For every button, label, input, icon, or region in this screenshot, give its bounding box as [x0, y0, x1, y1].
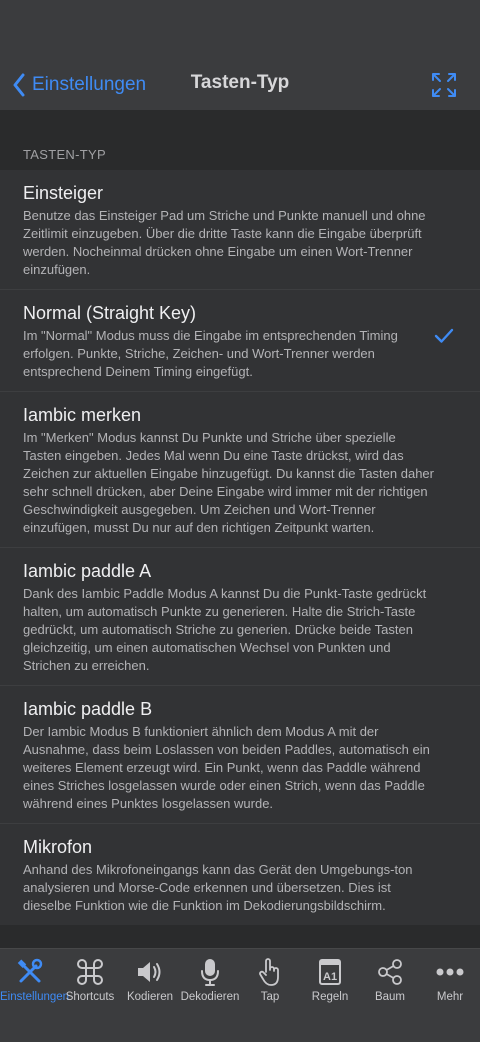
- tab-label: Regeln: [311, 991, 349, 1003]
- option-title: Normal (Straight Key): [23, 303, 197, 323]
- tab-label: Einstellungen: [0, 991, 70, 1003]
- tab-tap[interactable]: [240, 957, 300, 1003]
- tab-label: Baum: [374, 991, 406, 1003]
- speaker-icon: [135, 958, 165, 986]
- tools-icon: [15, 957, 45, 987]
- tab-kodieren[interactable]: [120, 957, 180, 1003]
- option-iambic-paddle-a[interactable]: [0, 548, 480, 686]
- tab-label: Mehr: [436, 991, 464, 1003]
- option-description: Dank des Iambic Paddle Modus A kannst Du die Punkt-Taste gedrückt halten, um automatisch Punkte zu generieren. Halte die Strich-Taste gedrückt, um automatisch Striche zu generien. Drücke beide Tasten gleichzeitig, um einen automatischen Wechsel von Punkten und Strichen zu erreichen.: [23, 586, 427, 673]
- tab-label: Kodieren: [126, 991, 174, 1003]
- tab-label: Shortcuts: [65, 991, 115, 1003]
- option-title: Mikrofon: [23, 837, 93, 857]
- share-tree-icon: [376, 958, 404, 986]
- microphone-icon: [198, 957, 222, 987]
- option-iambic-merken[interactable]: [0, 392, 480, 548]
- option-iambic-paddle-b[interactable]: [0, 686, 480, 824]
- option-einsteiger[interactable]: [0, 170, 480, 290]
- tab-label: Dekodieren: [180, 991, 240, 1003]
- tab-baum[interactable]: [360, 957, 420, 1003]
- option-title: Iambic paddle B: [23, 699, 153, 719]
- section-header: TASTEN-TYP: [23, 147, 106, 162]
- option-description: Der Iambic Modus B funktioniert ähnlich dem Modus A mit der Ausnahme, dass beim Loslassen von beiden Paddles, automatisch ein weiteres Element erzeugt wird. Ein Punkt, wenn das Paddle während eines Striches losgelassen wurde oder einen Strich, wenn das Paddle während eines Punktes losgelassen wurde.: [23, 724, 430, 811]
- hand-pointer-icon: [257, 957, 283, 987]
- key-type-list: [0, 170, 480, 925]
- tab-mehr[interactable]: [420, 957, 480, 1003]
- tab-label: Tap: [260, 991, 280, 1003]
- option-description: Im "Merken" Modus kannst Du Punkte und Striche über spezielle Tasten eingeben. Jedes Mal wenn Du eine Taste drückst, wird das Zeichen zur aktuellen Eingabe hinzugefügt. Du kannst die Tasten daher sehr schnell drücken, aber Deine Eingabe wird immer mit der richtigen Geschwindigkeit ausgegeben. Um Zeichen und Wort-Trenner einzufügen, musst Du nur auf den richtigen Zeitpunkt warten.: [23, 430, 434, 535]
- tab-regeln[interactable]: [300, 957, 360, 1003]
- svg-text:A1: A1: [323, 971, 338, 983]
- option-description: Im "Normal" Modus muss die Eingabe im entsprechenden Timing erfolgen. Punkte, Striche, Zeichen- und Wort-Trenner werden entsprechend Deinem Timing eingefügt.: [23, 328, 398, 379]
- option-title: Iambic merken: [23, 405, 142, 425]
- page-title: Tasten-Typ: [190, 72, 290, 93]
- tab-einstellungen[interactable]: [0, 957, 70, 1003]
- tab-bar: [0, 948, 480, 1042]
- settings-content: [0, 110, 480, 948]
- tab-shortcuts[interactable]: [60, 957, 120, 1003]
- option-title: Einsteiger: [23, 183, 104, 203]
- command-icon: [76, 958, 104, 986]
- option-title: Iambic paddle A: [23, 561, 152, 581]
- option-description: Benutze das Einsteiger Pad um Striche und Punkte manuell und ohne Zeitlimit einzugeben. Über die dritte Taste kann die Eingabe überprüft werden. Nocheinmal drücken ohne Eingabe um einen Wort-Trenner einzufügen.: [23, 208, 426, 277]
- navigation-bar: [0, 0, 480, 110]
- more-dots-icon: [435, 967, 465, 977]
- option-mikrofon[interactable]: [0, 824, 480, 925]
- tab-dekodieren[interactable]: [180, 957, 240, 1003]
- expand-icon[interactable]: [431, 72, 457, 98]
- checkmark-icon: [434, 328, 454, 344]
- rules-icon: [318, 958, 342, 986]
- option-normal[interactable]: [0, 290, 480, 392]
- back-label: Einstellungen: [32, 74, 147, 95]
- option-description: Anhand des Mikrofoneingangs kann das Gerät den Umgebungs-ton analysieren und Morse-Code erkennen und übersetzen. Dies ist dieselbe Funktion wie die Funktion im Dekodierungsbildschirm.: [23, 862, 413, 913]
